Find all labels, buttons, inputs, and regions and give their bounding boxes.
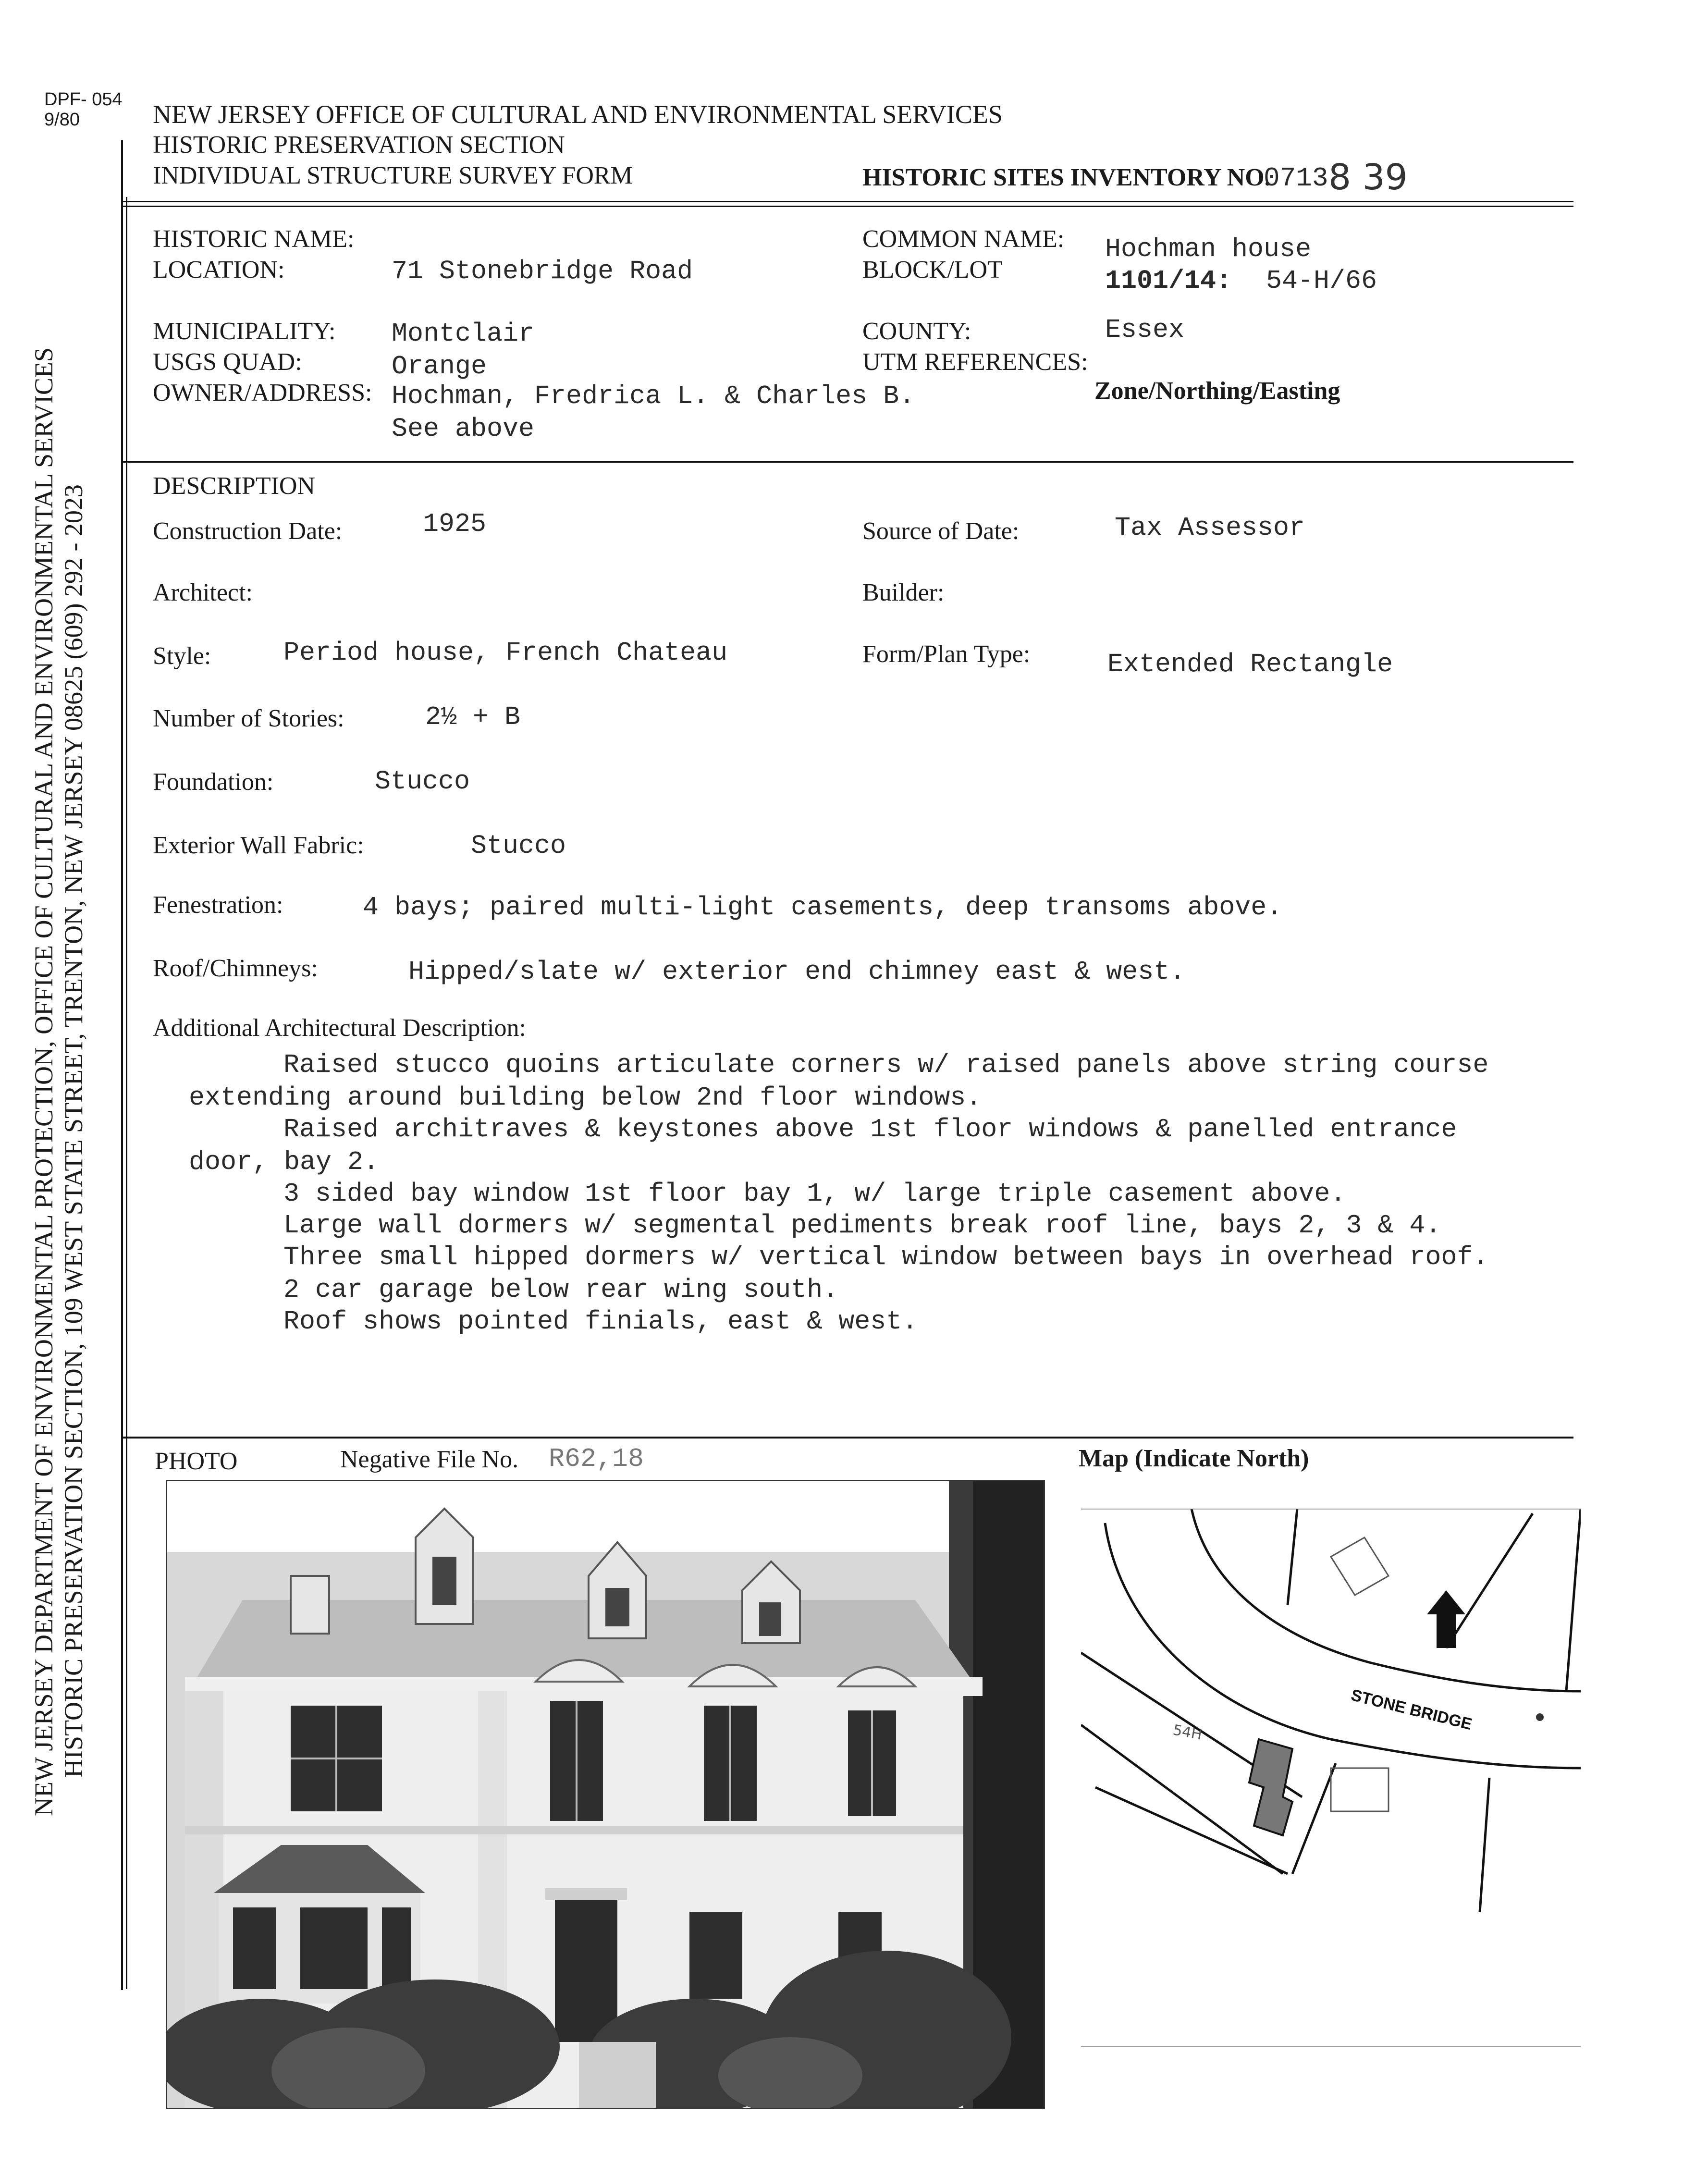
rule-identification <box>123 461 1573 463</box>
roof-label: Roof/Chimneys: <box>153 955 318 982</box>
location-label: LOCATION: <box>153 256 285 283</box>
location-value: 71 Stonebridge Road <box>392 256 693 286</box>
map-label: Map (Indicate North) <box>1079 1445 1309 1472</box>
construction-date-value: 1925 <box>423 509 487 539</box>
wall-fabric-label: Exterior Wall Fabric: <box>153 832 364 859</box>
builder-label: Builder: <box>862 579 945 606</box>
description-heading: DESCRIPTION <box>153 472 316 500</box>
architect-label: Architect: <box>153 579 253 606</box>
stories-label: Number of Stories: <box>153 705 344 732</box>
form-plan-value: Extended Rectangle <box>1107 649 1393 679</box>
additional-line: Raised stucco quoins articulate corners w/ raised panels above string course <box>283 1050 1489 1080</box>
block-lot-value: 1101/14: <box>1105 266 1232 296</box>
additional-line: door, bay 2. <box>189 1147 380 1177</box>
foundation-label: Foundation: <box>153 768 274 796</box>
side-address-text <box>29 347 88 1816</box>
additional-line: Raised architraves & keystones above 1st floor windows & panelled entrance <box>283 1114 1457 1144</box>
site-map <box>1081 1509 1581 2056</box>
county-value: Essex <box>1105 315 1185 345</box>
municipality-value: Montclair <box>392 319 535 349</box>
side-line-2: HISTORIC PRESERVATION SECTION, 109 WEST STATE STREET, TRENTON, NEW JERSEY 08625 (609) 292 - 2023 <box>59 484 88 1778</box>
owner-label: OWNER/ADDRESS: <box>153 379 372 406</box>
common-name-value: Hochman house <box>1105 234 1312 264</box>
roof-value: Hipped/slate w/ exterior end chimney east & west. <box>408 957 1186 987</box>
fenestration-value: 4 bays; paired multi-light casements, deep transoms above. <box>363 892 1283 922</box>
fenestration-label: Fenestration: <box>153 891 283 919</box>
owner-address: See above <box>392 414 535 444</box>
inventory-handwritten: 8 39 <box>1328 157 1408 198</box>
form-code: DPF- 054 <box>44 89 123 110</box>
additional-line: Three small hipped dormers w/ vertical window between bays in overhead roof. <box>283 1242 1489 1272</box>
map-street-label: STONE BRIDGE <box>1349 1685 1474 1734</box>
house-photograph <box>166 1480 1045 2109</box>
additional-line: 2 car garage below rear wing south. <box>283 1275 839 1305</box>
section-title: HISTORIC PRESERVATION SECTION <box>153 131 565 159</box>
style-label: Style: <box>153 642 211 670</box>
block-lot-value-2: 54-H/66 <box>1266 266 1377 296</box>
form-date: 9/80 <box>44 110 80 130</box>
source-of-date-label: Source of Date: <box>862 517 1020 545</box>
utm-sub-label: Zone/Northing/Easting <box>1094 377 1340 405</box>
additional-line: extending around building below 2nd floor windows. <box>189 1082 982 1113</box>
utm-label: UTM REFERENCES: <box>862 348 1088 376</box>
usgs-value: Orange <box>392 351 487 381</box>
photo-label: PHOTO <box>155 1448 238 1475</box>
office-title: NEW JERSEY OFFICE OF CULTURAL AND ENVIRONMENTAL SERVICES <box>153 100 1003 129</box>
historic-name-label: HISTORIC NAME: <box>153 225 355 253</box>
additional-line: 3 sided bay window 1st floor bay 1, w/ large triple casement above. <box>283 1179 1346 1209</box>
negative-file-value: R62,18 <box>549 1444 644 1474</box>
rule-header-2 <box>123 206 1573 207</box>
inventory-number: 0713 <box>1264 163 1328 194</box>
block-lot-label: BLOCK/LOT <box>862 256 1003 283</box>
additional-line: Large wall dormers w/ segmental pediments break roof line, bays 2, 3 & 4. <box>283 1210 1441 1241</box>
additional-label: Additional Architectural Description: <box>153 1014 526 1042</box>
stories-value: 2½ + B <box>425 702 521 732</box>
foundation-value: Stucco <box>375 766 470 797</box>
additional-line: Roof shows pointed finials, east & west. <box>283 1306 918 1337</box>
left-rule-outer <box>121 140 123 1990</box>
common-name-label: COMMON NAME: <box>862 225 1065 253</box>
side-line-1: NEW JERSEY DEPARTMENT OF ENVIRONMENTAL PROTECTION, OFFICE OF CULTURAL AND ENVIRONMENTAL SERVICES <box>29 347 58 1816</box>
county-label: COUNTY: <box>862 318 971 345</box>
map-lot-label: 54H <box>1171 1721 1204 1744</box>
negative-file-label: Negative File No. <box>340 1446 519 1473</box>
rule-header-1 <box>123 201 1573 202</box>
form-title: INDIVIDUAL STRUCTURE SURVEY FORM <box>153 162 633 189</box>
wall-fabric-value: Stucco <box>471 831 566 861</box>
style-value: Period house, French Chateau <box>283 638 728 668</box>
municipality-label: MUNICIPALITY: <box>153 318 336 345</box>
owner-value: Hochman, Fredrica L. & Charles B. <box>392 381 915 411</box>
left-rule-inner <box>126 197 127 1989</box>
inventory-label: HISTORIC SITES INVENTORY NO. <box>862 164 1271 191</box>
source-of-date-value: Tax Assessor <box>1115 513 1305 543</box>
construction-date-label: Construction Date: <box>153 517 343 545</box>
rule-description <box>123 1437 1573 1439</box>
usgs-label: USGS QUAD: <box>153 348 302 376</box>
form-plan-label: Form/Plan Type: <box>862 640 1031 668</box>
